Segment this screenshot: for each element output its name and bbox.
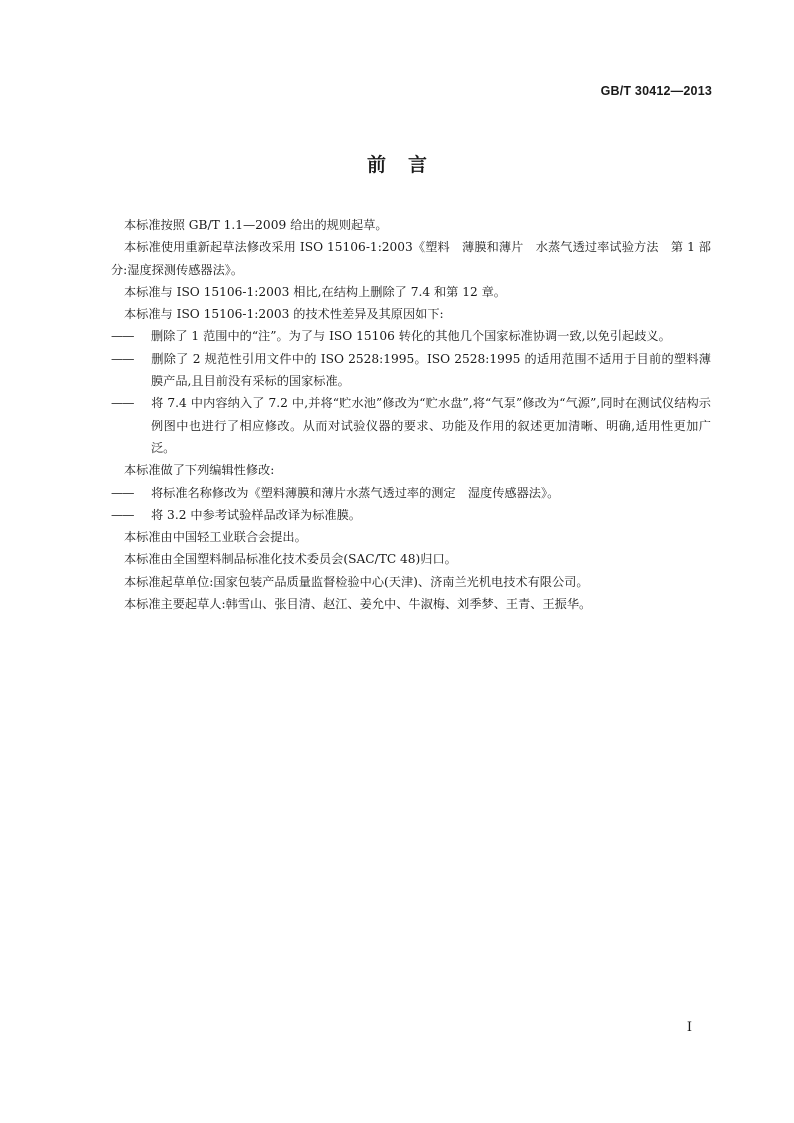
paragraph-editorial-intro: 本标准做了下列编辑性修改: — [124, 463, 275, 478]
difference-item — [111, 392, 711, 459]
paragraph-committee: 本标准由全国塑料制品标准化技术委员会(SAC/TC 48)归口。 — [124, 552, 457, 567]
paragraph-drafting-rules: 本标准按照 GB/T 1.1—2009 给出的规则起草。 — [124, 218, 388, 232]
dash-marker: —— — [111, 485, 134, 500]
dash-marker: —— — [111, 329, 134, 344]
paragraph-adoption: 本标准使用重新起草法修改采用 ISO 15106-1:2003《塑料 薄膜和薄片 水蒸气透过率试验方法 第 1 部分:湿度探测传感器法》。 — [111, 240, 711, 277]
standard-code: GB/T 30412—2013 — [600, 84, 712, 98]
paragraph-drafting-units: 本标准起草单位:国家包装产品质量监督检验中心(天津)、济南兰光机电技术有限公司。 — [124, 574, 589, 589]
page-number: I — [686, 1020, 692, 1035]
paragraph-proposer: 本标准由中国轻工业联合会提出。 — [124, 530, 307, 545]
paragraph-drafters: 本标准主要起草人:韩雪山、张目清、赵江、姜允中、牛淑梅、刘季梦、王青、王振华。 — [124, 597, 592, 612]
difference-text: 删除了 1 范围中的“注”。为了与 ISO 15106 转化的其他几个国家标准协调一致,以免引起歧义。 — [151, 329, 671, 344]
paragraph-structure-change: 本标准与 ISO 15106-1:2003 相比,在结构上删除了 7.4 和第 12 章。 — [124, 284, 506, 299]
page-title: 前言 — [366, 154, 449, 176]
paragraph-differences-intro: 本标准与 ISO 15106-1:2003 的技术性差异及其原因如下: — [124, 307, 444, 322]
editorial-text: 将 3.2 中参考试验样品改译为标准膜。 — [151, 507, 361, 522]
difference-item — [111, 325, 711, 347]
editorial-text: 将标准名称修改为《塑料薄膜和薄片水蒸气透过率的测定 湿度传感器法》。 — [151, 485, 560, 500]
foreword-body — [111, 214, 711, 615]
difference-item — [111, 348, 711, 393]
editorial-item — [111, 482, 711, 504]
difference-text: 删除了 2 规范性引用文件中的 ISO 2528:1995。ISO 2528:1995 的适用范围不适用于目前的塑料薄膜产品,且目前没有采标的国家标准。 — [151, 351, 711, 389]
editorial-item — [111, 504, 711, 526]
dash-marker: —— — [111, 507, 134, 522]
dash-marker: —— — [111, 396, 134, 411]
dash-marker: —— — [111, 351, 134, 366]
difference-text: 将 7.4 中内容纳入了 7.2 中,并将“贮水池”修改为“贮水盘”,将“气泵”修改为“气源”,同时在测试仪结构示例图中也进行了相应修改。从而对试验仪器的要求、功能及作用的叙述更加清晰、明确,适用性更加广泛。 — [151, 396, 711, 455]
